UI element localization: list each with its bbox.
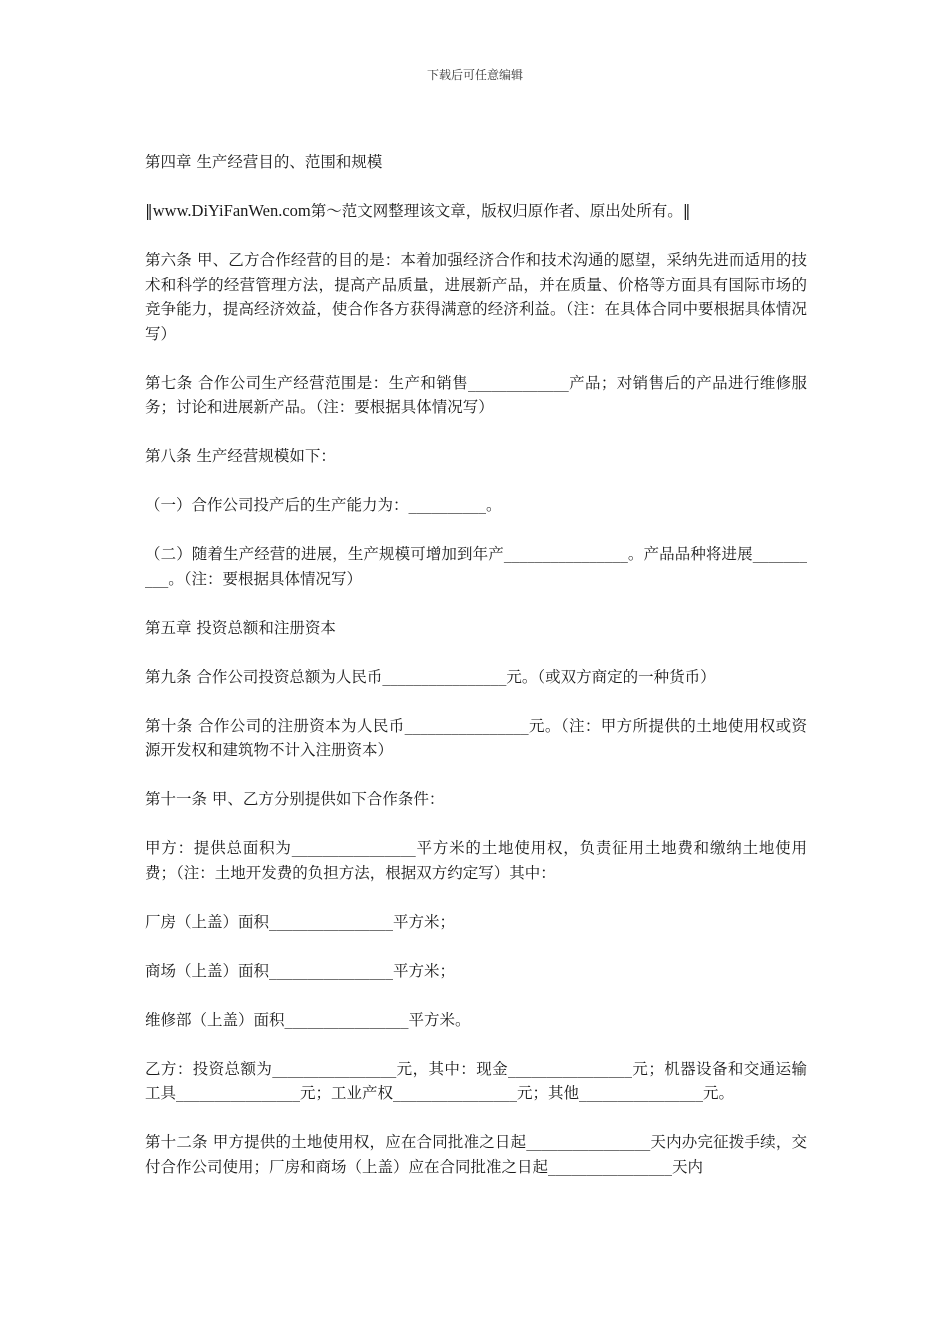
party-b-conditions: 乙方：投资总额为________________元，其中：现金________________元；机器设备和交通运输工具________________元；工业产权________________元；其他________________元。 (145, 1059, 807, 1102)
factory-area: 厂房（上盖）面积________________平方米； (145, 912, 456, 931)
article-6: 第六条 甲、乙方合作经营的目的是：本着加强经济合作和技术沟通的愿望，采纳先进而适用的技术和科学的经营管理方法，提高产品质量，进展新产品，并在质量、价格等方面具有国际市场的竞争能力，提高经济效益，使合作各方获得满意的经济利益。（注：在具体合同中要根据具体情况写） (145, 251, 807, 343)
article-8-item-2: （二）随着生产经营的进展，生产规模可增加到年产________________。产品品种将进展__________。（注：要根据具体情况写） (145, 545, 807, 588)
article-8-item-1: （一）合作公司投产后的生产能力为：__________。 (145, 496, 502, 514)
article-12: 第十二条 甲方提供的土地使用权，应在合同批准之日起________________天内办完征拨手续，交付合作公司使用；厂房和商场（上盖）应在合同批准之日起________________天内 (145, 1133, 807, 1176)
chapter-5-heading: 第五章 投资总额和注册资本 (145, 618, 336, 637)
article-11: 第十一条 甲、乙方分别提供如下合作条件： (145, 790, 445, 808)
repair-dept-area: 维修部（上盖）面积________________平方米。 (145, 1010, 471, 1029)
article-9: 第九条 合作公司投资总额为人民币________________元。（或双方商定的一种货币） (145, 667, 716, 686)
article-7: 第七条 合作公司生产经营范围是：生产和销售_____________产品；对销售后的产品进行维修服务；讨论和进展新产品。（注：要根据具体情况写） (145, 373, 807, 416)
source-url: www.DiYiFanWen.com (152, 201, 311, 220)
document-body (145, 150, 807, 1204)
article-10: 第十条 合作公司的注册资本为人民币________________元。（注：甲方所提供的土地使用权或资源开发权和建筑物不计入注册资本） (145, 716, 807, 759)
source-text: 第～范文网整理该文章，版权归原作者、原出处所有。 (310, 202, 683, 220)
mall-area: 商场（上盖）面积________________平方米； (145, 961, 456, 980)
article-8: 第八条 生产经营规模如下： (145, 447, 336, 465)
page-header: 下载后可任意编辑 (426, 68, 523, 82)
chapter-4-heading: 第四章 生产经营目的、范围和规模 (145, 153, 383, 171)
source-notice (145, 199, 807, 224)
party-a-conditions: 甲方：提供总面积为________________平方米的土地使用权，负责征用土地费和缴纳土地使用费；（注：土地开发费的负担方法，根据双方约定写）其中： (145, 839, 807, 882)
source-suffix: ‖ (682, 202, 691, 220)
source-prefix: ‖ (145, 202, 153, 220)
